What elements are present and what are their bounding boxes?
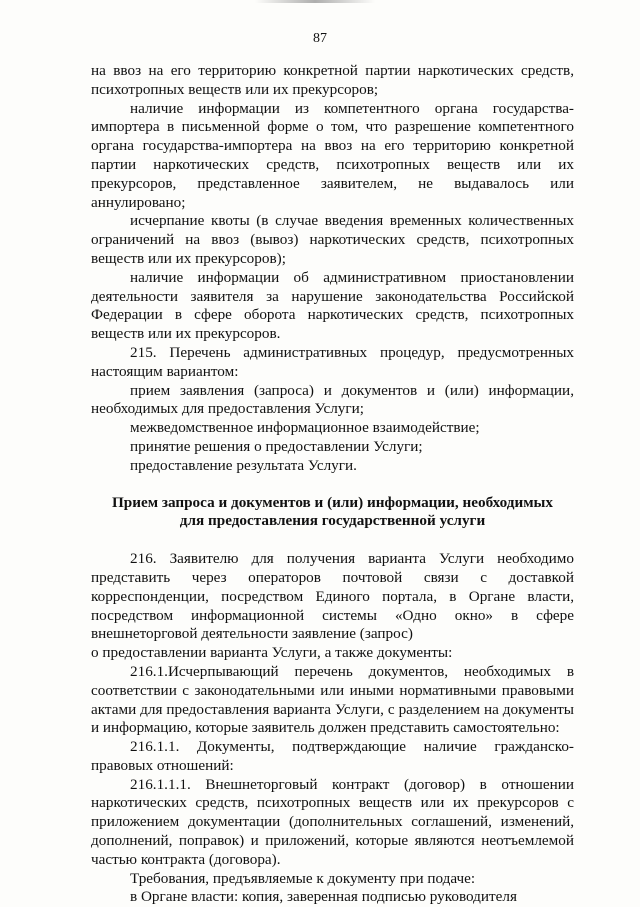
page-number: 87 bbox=[313, 31, 327, 46]
paragraph-last: в Органе власти: копия, заверенная подписью руководителя bbox=[130, 888, 517, 906]
paragraph-216-1-1-1: 216.1.1.1. Внешнеторговый контракт (договор) в отношении наркотических средств, психотропных веществ или их прекурсоров с приложением документации (дополнительных соглашений, изменений, дополнений, поправок) и приложений, которые являются неотъемлемой частью контракта (договора). bbox=[91, 775, 574, 868]
paragraph-216: 216. Заявителю для получения варианта Услуги необходимо представить через операторов почтовой связи с доставкой корреспонденции, посредством Единого портала, в Органе власти, посредством информационной системы «Одно окно» в сфере внешнеторговой деятельности заявление (запрос) bbox=[91, 550, 574, 643]
paragraph-215: 215. Перечень административных процедур, предусмотренных настоящим вариантом: bbox=[91, 343, 574, 380]
paragraph-216-1-1: 216.1.1. Документы, подтверждающие наличие гражданско-правовых отношений: bbox=[91, 738, 574, 774]
document-body bbox=[91, 62, 574, 907]
section-heading bbox=[91, 494, 574, 532]
list-item: межведомственное информационное взаимодействие; bbox=[130, 419, 480, 437]
list-item: принятие решения о предоставлении Услуги; bbox=[130, 437, 423, 455]
paragraph-requirements: Требования, предъявляемые к документу при подаче: bbox=[130, 869, 476, 887]
list-item: предоставление результата Услуги. bbox=[130, 456, 357, 474]
paragraph-continuation: на ввоз на его территорию конкретной партии наркотических средств, психотропных веществ или их прекурсоров; bbox=[91, 62, 574, 98]
section-heading-line-1: Прием запроса и документов и (или) информации, необходимых bbox=[111, 493, 554, 511]
section-heading-line-2: для предоставления государственной услуги bbox=[179, 512, 486, 530]
paragraph-216-1: 216.1.Исчерпывающий перечень документов, необходимых в соответствии с законодательными или иными нормативными правовыми актами для предоставления варианта Услуги, с разделением на документы и информацию, которые заявитель должен представить самостоятельно: bbox=[91, 662, 574, 737]
paragraph: наличие информации из компетентного органа государства-импортера в письменной форме о том, что разрешение компетентного органа государства-импортера на ввоз на его территорию конкретной партии наркотических средств, психотропных веществ или их прекурсоров, представленное заявителем, не выдавалось или аннулировано; bbox=[91, 99, 574, 211]
list-item: прием заявления (запроса) и документов и (или) информации, необходимых для предоставления Услуги; bbox=[91, 381, 574, 418]
paragraph: исчерпание квоты (в случае введения временных количественных ограничений на ввоз (вывоз) наркотических средств, психотропных веществ или их прекурсоров); bbox=[91, 212, 574, 267]
paragraph-216-continuation: о предоставлении варианта Услуги, а также документы: bbox=[91, 644, 453, 662]
scan-mark bbox=[255, 0, 375, 3]
paragraph: наличие информации об административном приостановлении деятельности заявителя за нарушение законодательства Российской Федерации в сфере оборота наркотических средств, психотропных веществ или их прекурсоров. bbox=[91, 268, 574, 343]
